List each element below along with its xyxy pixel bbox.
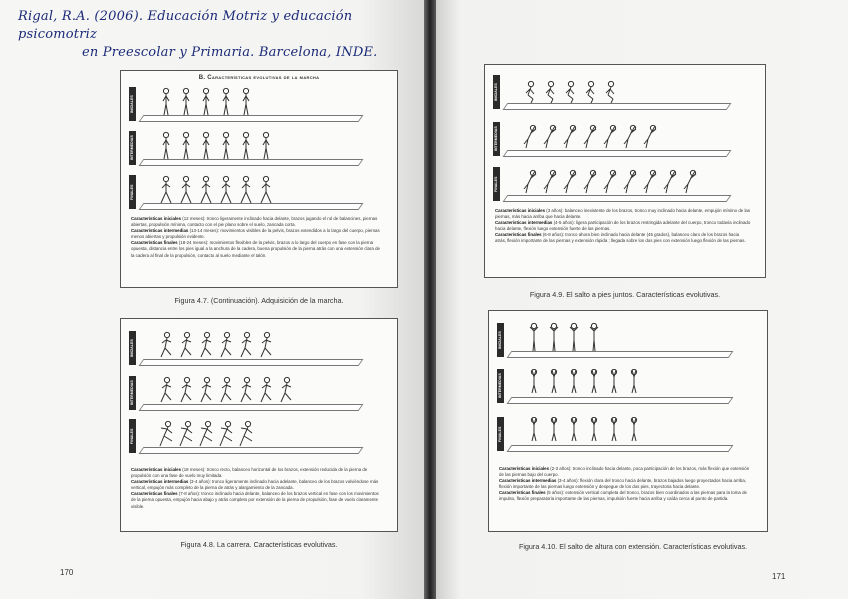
description-text: (5 años): extensión vertical completa del tronco, brazos bien coordinados a las piernas para la toma de impulso, flexión preparatoria importante de las piernas, impulsión fuerte hacia arriba y caída cerca al punto de partida. [499, 490, 747, 502]
stick-figure-drawing [603, 122, 617, 152]
stick-figure-drawing [179, 331, 193, 361]
description-paragraph [131, 467, 381, 479]
description-text: (4-5 años): ligera participación de los brazos restringida adelante del cuerpo, tronco todavía inclinado hacia delante, flexión luego extensión fuerte de las piernas. [495, 220, 751, 232]
description-label: Características iniciales [131, 216, 182, 221]
stick-figure-drawing [523, 167, 537, 197]
figure-4-8 [120, 318, 398, 532]
stage-final [129, 417, 391, 457]
high-jump-figures [527, 415, 641, 447]
stick-figure-drawing [219, 131, 233, 161]
stick-figure-drawing [239, 376, 253, 406]
description-paragraph [131, 216, 381, 228]
description-text: (7-8 años): tronco inclinado hacia delante, balanceo de los brazos vertical en fase con los movimientos de la pierna opuesta, empujón hacia abajo y atrás completo por extensión de la pierna de propulsión, fase de vuelo claramente visible. [131, 491, 379, 509]
stage-label: INICIALES [129, 331, 136, 365]
running-figures [159, 417, 253, 449]
stick-figure-drawing [607, 417, 621, 447]
stage-initial [497, 321, 761, 361]
stick-figure-drawing [199, 87, 213, 117]
running-figures [159, 374, 293, 406]
jumping-figures [523, 165, 697, 197]
description-label: Características finales [499, 490, 546, 496]
stick-figure-drawing [587, 323, 601, 353]
figure-4-9 [484, 64, 766, 278]
running-figures [159, 329, 273, 361]
figure-title: B. Características evolutivas de la marcha [198, 75, 320, 81]
stage-initial [129, 329, 391, 369]
stick-figure-drawing [259, 131, 273, 161]
figure-description [131, 216, 381, 259]
stick-figure-drawing [527, 369, 541, 399]
description-paragraph [131, 491, 381, 509]
description-text: (13-14 meses): movimientos visibles de la pelvis, brazos extendidos a lo largo del cuerpo, piernas menos abiertas y propulsión evidente. [131, 228, 380, 240]
walking-figures [159, 85, 253, 117]
stick-figure-drawing [219, 331, 233, 361]
stage-label: INTERMEDIAS [129, 376, 136, 410]
stick-figure-drawing [543, 122, 557, 152]
description-label: Características intermedias [495, 220, 553, 226]
figure-caption: Figura 4.10. El salto de altura con extensión. Características evolutivas. [518, 542, 748, 551]
high-jump-figures [527, 321, 601, 353]
stage-label: FINALES [129, 175, 136, 209]
stick-figure-drawing [623, 122, 637, 152]
stick-figure-drawing [219, 376, 233, 406]
stick-figure-drawing [567, 323, 581, 353]
stick-figure-drawing [259, 376, 273, 406]
stage-label: FINALES [129, 419, 136, 453]
page-number: 171 [772, 572, 786, 581]
book-gutter [424, 0, 436, 599]
stick-figure-drawing [547, 323, 561, 353]
stick-figure-drawing [219, 87, 233, 117]
stick-figure-drawing [159, 131, 173, 161]
description-label: Características finales [131, 491, 178, 497]
figure-caption: Figura 4.8. La carrera. Características evolutivas. [180, 540, 338, 549]
stick-figure-drawing [179, 87, 193, 117]
stick-figure-drawing [543, 75, 557, 105]
figure-caption: Figura 4.9. El salto a pies juntos. Características evolutivas. [529, 290, 721, 299]
stage-label: FINALES [493, 167, 500, 201]
figure-description [499, 466, 753, 503]
stick-figure-drawing [179, 419, 193, 449]
description-text: (12 meses): tronco ligeramente inclinado hacia delante, brazos jugando el rol de balancines, piernas abiertas, propulsión mínima, contacto con el pie plano sobre el suelo, zancada corta. [131, 216, 378, 228]
description-label: Características iniciales [131, 467, 182, 472]
stick-figure-drawing [159, 87, 173, 117]
stick-figure-drawing [179, 131, 193, 161]
stick-figure-drawing [239, 331, 253, 361]
stick-figure-drawing [199, 131, 213, 161]
figure-description [131, 467, 381, 510]
figure-caption: Figura 4.7. (Continuación). Adquisición de la marcha. [174, 296, 344, 305]
handwritten-reference [18, 8, 418, 62]
stick-figure-drawing [547, 369, 561, 399]
description-label: Características intermedias [131, 228, 189, 234]
stick-figure-drawing [259, 331, 273, 361]
stage-label: INICIALES [129, 87, 136, 121]
stick-figure-drawing [543, 167, 557, 197]
stage-initial [493, 73, 759, 113]
description-paragraph [131, 228, 381, 240]
stick-figure-drawing [567, 369, 581, 399]
stick-figure-drawing [159, 175, 173, 205]
stage-label: INTERMEDIAS [493, 122, 500, 156]
description-text: (3-4 años): tronco ligeramente inclinado hacia adelante, balanceo de los brazos volviéndose más vertical, empujón más completo de la pierna de atrás y alargamiento de la zancada. [131, 479, 379, 491]
stage-label: INICIALES [497, 323, 504, 357]
description-paragraph [499, 490, 753, 502]
description-label: Características intermedias [499, 478, 557, 484]
stick-figure-drawing [583, 167, 597, 197]
description-paragraph [131, 240, 381, 258]
figure-description [495, 208, 751, 245]
description-paragraph [131, 479, 381, 491]
stage-final [493, 165, 759, 205]
stick-figure-drawing [159, 331, 173, 361]
high-jump-figures [527, 367, 641, 399]
stick-figure-drawing [587, 369, 601, 399]
description-label: Características iniciales [495, 208, 546, 213]
stick-figure-drawing [623, 167, 637, 197]
page-number: 170 [60, 568, 74, 577]
description-text: (18 meses): tronco recto, balanceo horizontal de los brazos, extensión reducida de la pierna de propulsión con una fase de vuelo muy limitada. [131, 467, 368, 479]
stick-figure-drawing [259, 175, 273, 205]
stick-figure-drawing [523, 75, 537, 105]
stage-intermediate [493, 120, 759, 160]
walking-figures [159, 129, 273, 161]
description-text: (3-4 años): flexión clara del tronco hacia delante, brazos bajados luego proyectados hacia arriba, flexión importante de las piernas luego extensión y despegue de los dos pies, trayectoria hacia delante. [499, 478, 747, 490]
reference-line-1: Rigal, R.A. (2006). Educación Motriz y educación psicomotriz [18, 9, 353, 42]
stick-figure-drawing [683, 167, 697, 197]
figure-4-10 [488, 310, 768, 532]
stick-figure-drawing [583, 122, 597, 152]
stick-figure-drawing [239, 175, 253, 205]
stick-figure-drawing [159, 376, 173, 406]
stick-figure-drawing [239, 419, 253, 449]
stick-figure-drawing [603, 167, 617, 197]
stick-figure-drawing [567, 417, 581, 447]
right-page [436, 0, 848, 599]
stage-label: INTERMEDIAS [497, 369, 504, 403]
stick-figure-drawing [239, 131, 253, 161]
stick-figure-drawing [583, 75, 597, 105]
stick-figure-drawing [587, 417, 601, 447]
stick-figure-drawing [199, 419, 213, 449]
figure-4-7 [120, 70, 398, 288]
walking-figures [159, 173, 273, 205]
description-label: Características iniciales [499, 466, 550, 471]
stage-final [129, 173, 391, 213]
description-paragraph [499, 478, 753, 490]
stage-initial [129, 85, 391, 125]
stick-figure-drawing [219, 175, 233, 205]
stage-intermediate [129, 374, 391, 414]
description-paragraph [499, 466, 753, 478]
jumping-figures [523, 120, 657, 152]
stick-figure-drawing [603, 75, 617, 105]
description-text: (18-24 meses): movimientos flexibles de la pelvis, brazos a lo largo del cuerpo en fase con la pierna opuesta, distancia entre los pies igual a la anchura de la cadera, buena propulsión de la pierna atrás con una extensión clara de la cadera al final de la propulsión, contacto al suelo mediante el talón. [131, 240, 380, 258]
description-text: (6-8 años): tronco ahora bien inclinado hacia delante (45 grados), balanceo claro de los brazos hacia atrás, flexión importante de las piernas y extensión rápida ; llegada sobre los dos pies con extensión luego flexión de las piernas. [495, 232, 746, 244]
reference-line-2: en Preescolar y Primaria. Barcelona, INDE. [82, 45, 378, 60]
stick-figure-drawing [563, 122, 577, 152]
stage-label: INTERMEDIAS [129, 131, 136, 165]
stick-figure-drawing [179, 376, 193, 406]
jumping-figures [523, 73, 617, 105]
stage-final [497, 415, 761, 455]
stick-figure-drawing [527, 417, 541, 447]
stick-figure-drawing [563, 75, 577, 105]
stick-figure-drawing [199, 175, 213, 205]
stick-figure-drawing [219, 419, 233, 449]
stick-figure-drawing [199, 331, 213, 361]
stick-figure-drawing [643, 167, 657, 197]
stick-figure-drawing [663, 167, 677, 197]
stick-figure-drawing [279, 376, 293, 406]
stage-label: FINALES [497, 417, 504, 451]
stick-figure-drawing [239, 87, 253, 117]
stick-figure-drawing [527, 323, 541, 353]
description-text: (2-3 años): tronco inclinado hacia delante, poca participación de los brazos, más flexión que extensión de las piernas bajo del cuerpo. [499, 466, 750, 478]
stick-figure-drawing [547, 417, 561, 447]
stick-figure-drawing [159, 419, 173, 449]
stage-intermediate [497, 367, 761, 407]
description-text: (3 años): balanceo inexistente de los brazos, tronco muy inclinado hacia delante, empujón mínimo de las piernas, más hacia arriba que hacia delante. [495, 208, 751, 220]
description-label: Características intermedias [131, 479, 189, 485]
description-paragraph [495, 208, 751, 220]
stage-intermediate [129, 129, 391, 169]
stick-figure-drawing [199, 376, 213, 406]
description-label: Características finales [131, 240, 178, 246]
stick-figure-drawing [627, 369, 641, 399]
stick-figure-drawing [523, 122, 537, 152]
stick-figure-drawing [179, 175, 193, 205]
stick-figure-drawing [607, 369, 621, 399]
stick-figure-drawing [627, 417, 641, 447]
stick-figure-drawing [643, 122, 657, 152]
stick-figure-drawing [563, 167, 577, 197]
description-label: Características finales [495, 232, 542, 238]
description-paragraph [495, 232, 751, 244]
stage-label: INICIALES [493, 75, 500, 109]
description-paragraph [495, 220, 751, 232]
